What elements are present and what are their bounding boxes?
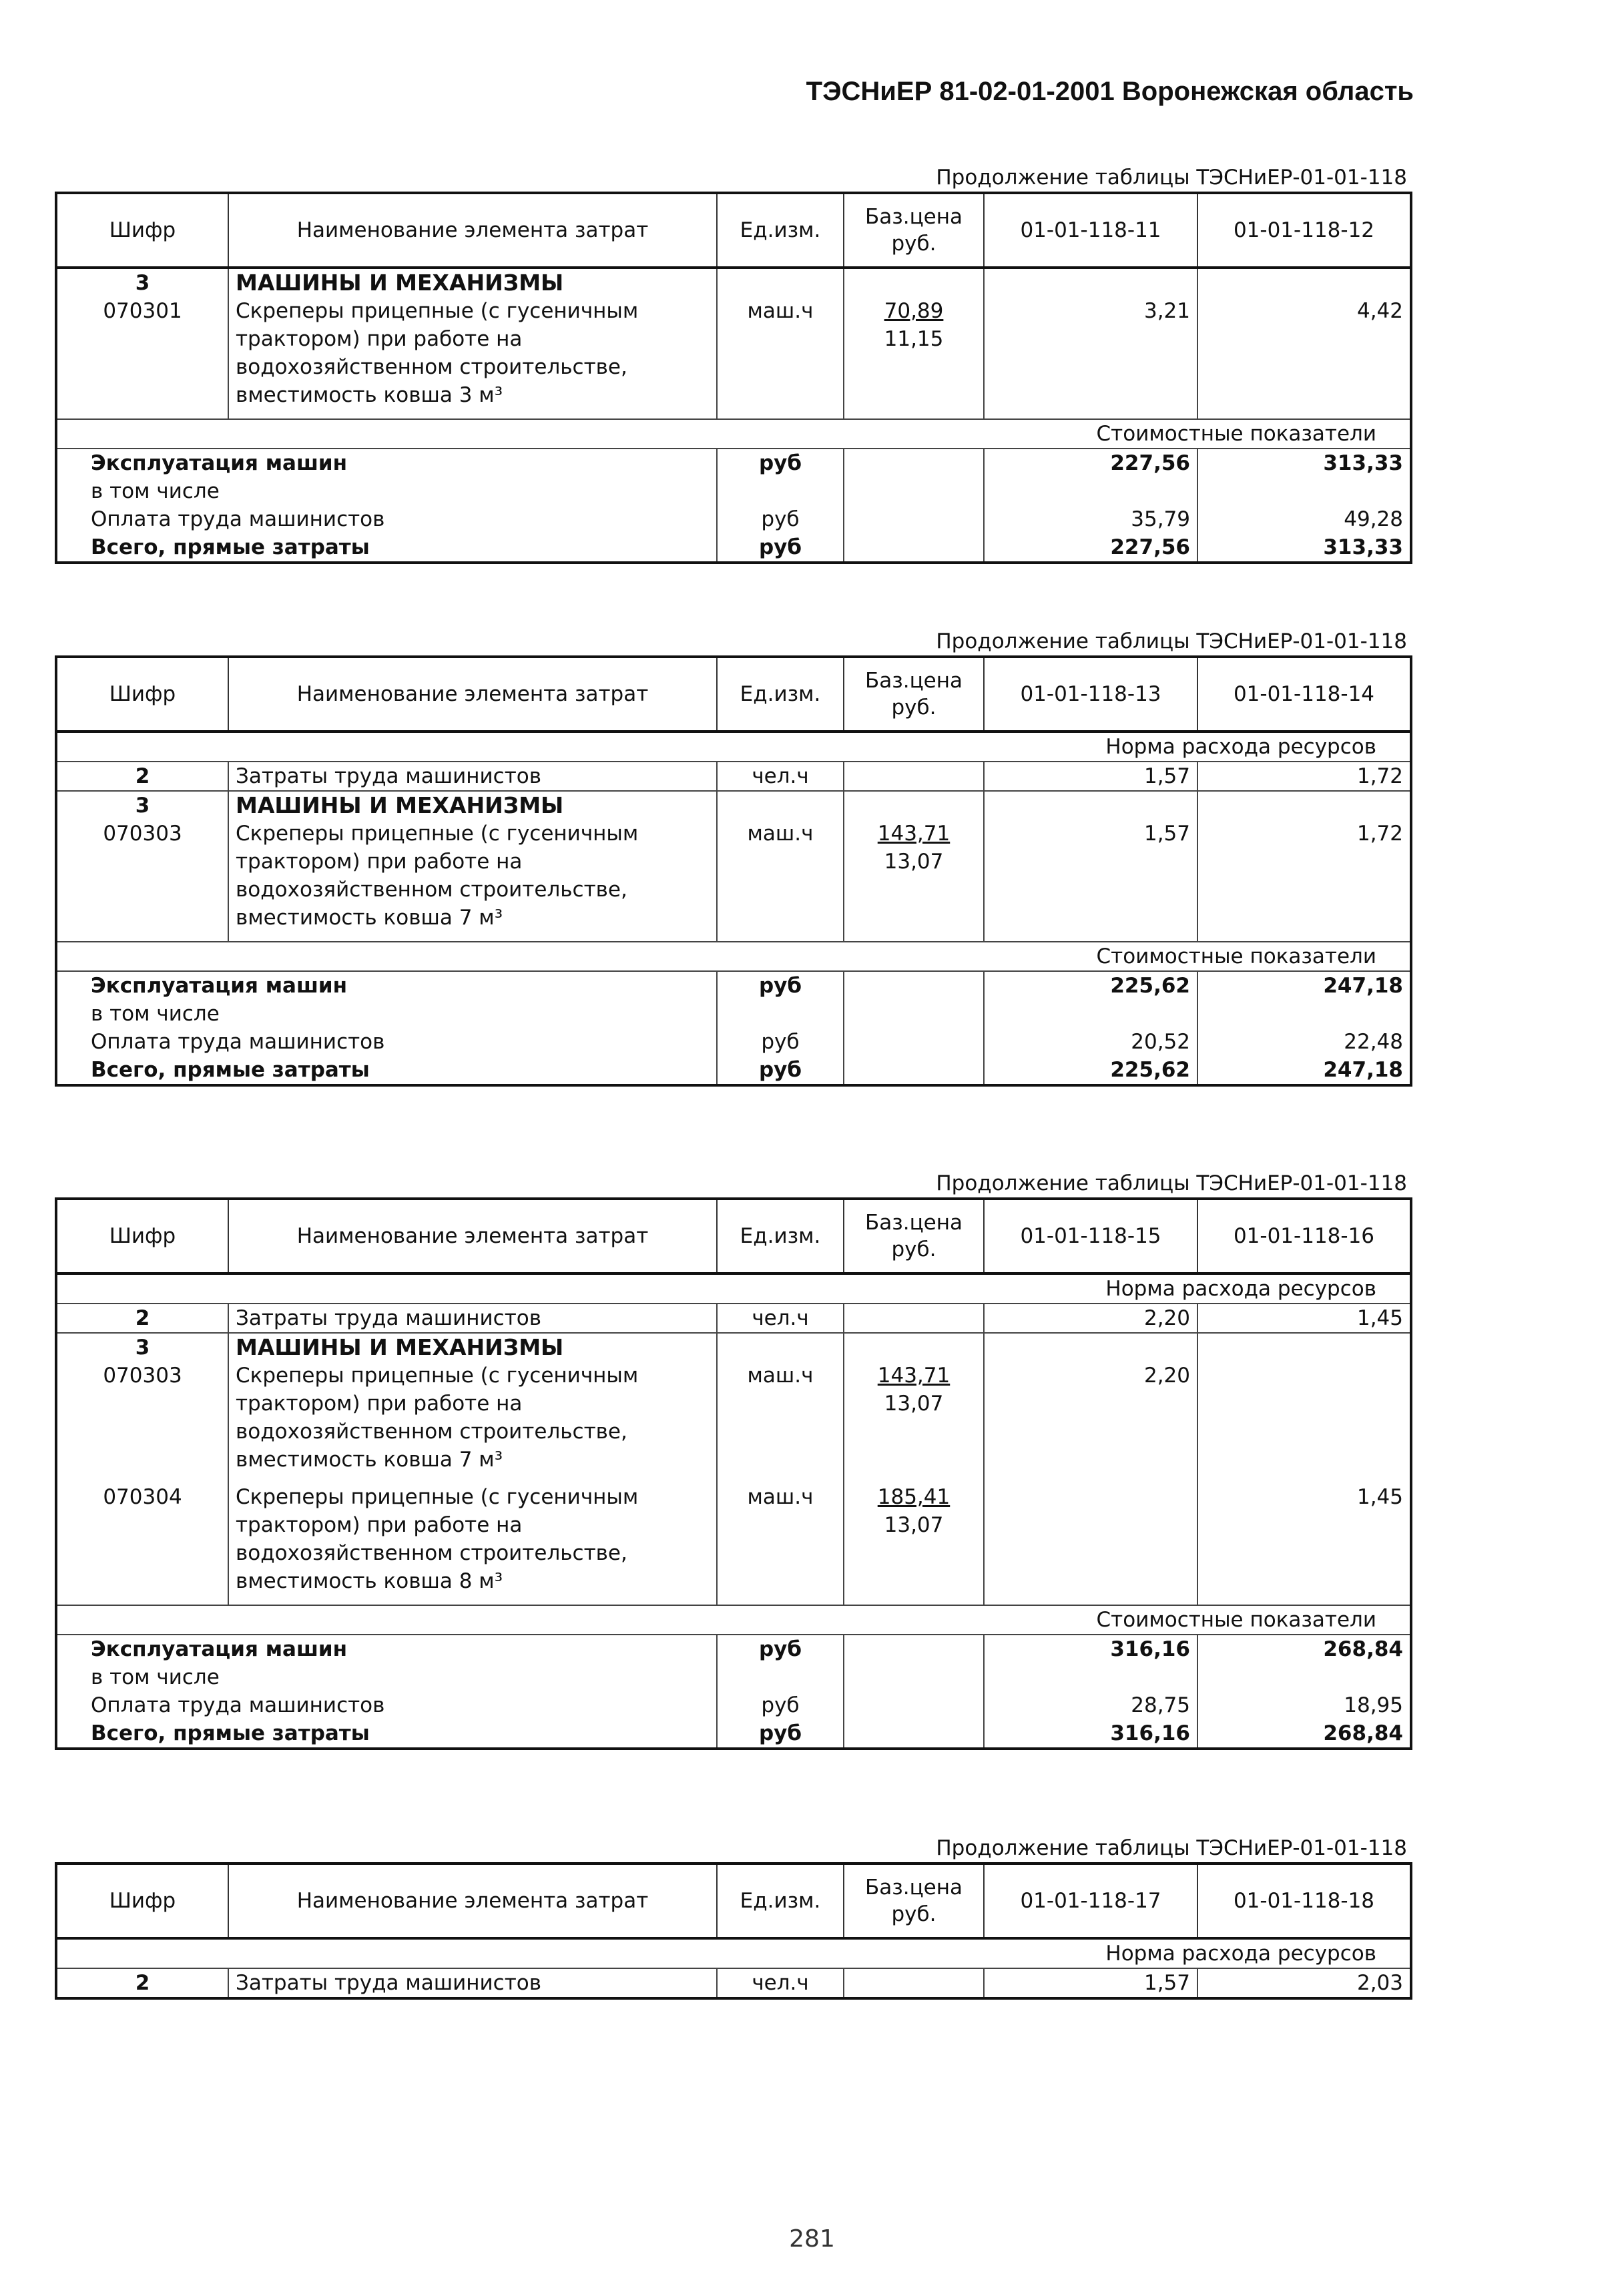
labor-value-a: 1,57 [984,1968,1197,1998]
labor-value-b: 2,03 [1356,1971,1403,1995]
resource-code: 070304 [56,1483,228,1605]
summary-unit: руб [717,505,844,533]
summary-row [56,505,1411,533]
summary-row [56,1691,1411,1719]
cost-band-row [56,1605,1411,1635]
summary-row [56,1000,1411,1028]
summary-row [56,1719,1411,1749]
summary-value-a: 225,62 [984,1056,1197,1085]
resource-table [55,1197,1412,1750]
summary-value-b: 313,33 [1323,535,1403,559]
table-block-3 [55,1169,1410,1750]
norm-band-row [56,1273,1411,1304]
header-col-a: 01-01-118-13 [984,657,1197,732]
labor-code: 2 [56,762,228,791]
summary-row [56,1635,1411,1663]
resource-name: Скреперы прицепные (с гусеничным трактором) при работе на водохозяйственном строительстве, вместимость ковша 7 м³ [228,820,717,942]
header-code: Шифр [56,1199,228,1273]
summary-label: Эксплуатация машин [56,1635,717,1663]
norm-band-row [56,732,1411,762]
labor-value-b: 1,45 [1356,1306,1403,1330]
norm-band: Норма расхода ресурсов [56,1273,1411,1304]
price-secondary: 13,07 [884,1513,944,1537]
resource-code: 070303 [56,1362,228,1483]
labor-value-b: 1,72 [1356,764,1403,788]
page-number: 281 [789,2225,835,2253]
price-value: 70,89 [884,299,944,323]
header-col-b: 01-01-118-14 [1197,657,1411,732]
summary-unit: руб [717,533,844,563]
resource-price [844,820,984,942]
resource-name: Скреперы прицепные (с гусеничным трактором) при работе на водохозяйственном строительстве, вместимость ковша 3 м³ [228,297,717,419]
price-secondary: 13,07 [884,850,944,874]
header-unit: Ед.изм. [717,1864,844,1938]
summary-value-b: 247,18 [1323,974,1403,998]
section-row [56,1333,1411,1362]
price-value: 143,71 [877,1364,951,1388]
summary-unit: руб [717,1691,844,1719]
price-secondary: 11,15 [884,327,944,351]
table-caption: Продолжение таблицы ТЭСНиЕР-01-01-118 [936,166,1407,190]
labor-unit: чел.ч [717,1968,844,1998]
table-caption: Продолжение таблицы ТЭСНиЕР-01-01-118 [936,629,1407,653]
summary-value-b: 268,84 [1323,1637,1403,1661]
summary-value-b: 313,33 [1323,451,1403,475]
summary-unit: руб [717,1056,844,1085]
value-a [984,1483,1197,1605]
value-b [1197,1362,1411,1483]
header-unit: Ед.изм. [717,193,844,268]
summary-label: в том числе [56,1000,717,1028]
table-row [56,1483,1411,1605]
header-row [56,657,1411,732]
section-title: МАШИНЫ И МЕХАНИЗМЫ [228,268,717,297]
price-secondary: 13,07 [884,1392,944,1416]
summary-row [56,449,1411,477]
section-code: 3 [56,791,228,820]
table-caption: Продолжение таблицы ТЭСНиЕР-01-01-118 [936,1836,1407,1860]
price-value: 185,41 [877,1485,951,1509]
summary-unit: руб [717,1719,844,1749]
norm-band-row [56,1938,1411,1968]
header-name: Наименование элемента затрат [228,193,717,268]
header-code: Шифр [56,657,228,732]
summary-value-a: 316,16 [984,1635,1197,1663]
resource-code: 070303 [56,820,228,942]
table-block-2 [55,627,1410,1087]
cost-band: Стоимостные показатели [56,419,1411,449]
summary-value-a: 227,56 [984,533,1197,563]
section-title: МАШИНЫ И МЕХАНИЗМЫ [228,791,717,820]
price-value: 143,71 [877,822,951,846]
summary-unit: руб [717,1635,844,1663]
header-unit: Ед.изм. [717,1199,844,1273]
summary-row [56,1056,1411,1085]
summary-value-a: 225,62 [984,971,1197,1000]
header-base-price: Баз.цена руб. [844,1864,984,1938]
summary-row [56,477,1411,505]
summary-label: Эксплуатация машин [56,971,717,1000]
resource-code: 070301 [56,297,228,419]
summary-value-b: 22,48 [1344,1030,1403,1054]
resource-unit: маш.ч [717,1483,844,1605]
summary-unit: руб [717,1028,844,1056]
document-header: ТЭСНиЕР 81-02-01-2001 Воронежская область [806,77,1414,106]
summary-row [56,1028,1411,1056]
value-b: 1,45 [1356,1485,1403,1509]
resource-name: Скреперы прицепные (с гусеничным трактором) при работе на водохозяйственном строительстве, вместимость ковша 7 м³ [228,1362,717,1483]
summary-label: в том числе [56,1663,717,1691]
summary-value-a: 35,79 [984,505,1197,533]
resource-table [55,655,1412,1087]
summary-row [56,971,1411,1000]
resource-unit: маш.ч [717,297,844,419]
header-row [56,1199,1411,1273]
section-code: 3 [56,268,228,297]
section-row [56,791,1411,820]
header-name: Наименование элемента затрат [228,1199,717,1273]
section-title: МАШИНЫ И МЕХАНИЗМЫ [228,1333,717,1362]
labor-row [56,762,1411,791]
labor-unit: чел.ч [717,1304,844,1333]
labor-value-a: 1,57 [984,762,1197,791]
header-row [56,193,1411,268]
summary-row [56,533,1411,563]
header-unit: Ед.изм. [717,657,844,732]
summary-label: Оплата труда машинистов [56,1028,717,1056]
header-base-price: Баз.цена руб. [844,1199,984,1273]
summary-label: Оплата труда машинистов [56,1691,717,1719]
value-b: 1,72 [1356,822,1403,846]
value-a: 3,21 [984,297,1197,419]
labor-name: Затраты труда машинистов [228,1304,717,1333]
cost-band: Стоимостные показатели [56,1605,1411,1635]
header-base-price: Баз.цена руб. [844,657,984,732]
cost-band-row [56,419,1411,449]
norm-band: Норма расхода ресурсов [56,732,1411,762]
header-name: Наименование элемента затрат [228,1864,717,1938]
header-col-b: 01-01-118-12 [1197,193,1411,268]
cost-band: Стоимостные показатели [56,942,1411,971]
resource-price [844,1362,984,1483]
header-base-price: Баз.цена руб. [844,193,984,268]
table-row [56,820,1411,942]
summary-value-a: 227,56 [984,449,1197,477]
summary-label: Всего, прямые затраты [56,533,717,563]
labor-code: 2 [56,1968,228,1998]
summary-label: Эксплуатация машин [56,449,717,477]
resource-table [55,192,1412,564]
resource-unit: маш.ч [717,820,844,942]
value-a: 2,20 [984,1362,1197,1483]
header-code: Шифр [56,1864,228,1938]
labor-row [56,1968,1411,1998]
section-row [56,268,1411,297]
header-col-a: 01-01-118-17 [984,1864,1197,1938]
resource-price [844,297,984,419]
summary-value-a: 316,16 [984,1719,1197,1749]
cost-band-row [56,942,1411,971]
labor-name: Затраты труда машинистов [228,1968,717,1998]
section-code: 3 [56,1333,228,1362]
header-name: Наименование элемента затрат [228,657,717,732]
summary-value-b: 18,95 [1344,1693,1403,1717]
summary-value-b: 247,18 [1323,1058,1403,1082]
table-row [56,1362,1411,1483]
labor-name: Затраты труда машинистов [228,762,717,791]
resource-price [844,1483,984,1605]
header-row [56,1864,1411,1938]
summary-value-b: 49,28 [1344,507,1403,531]
summary-label: Оплата труда машинистов [56,505,717,533]
labor-code: 2 [56,1304,228,1333]
value-a: 1,57 [984,820,1197,942]
table-block-4 [55,1834,1410,2000]
summary-value-b: 268,84 [1323,1721,1403,1745]
summary-label: в том числе [56,477,717,505]
resource-unit: маш.ч [717,1362,844,1483]
resource-table [55,1862,1412,2000]
table-row [56,297,1411,419]
norm-band: Норма расхода ресурсов [56,1938,1411,1968]
labor-unit: чел.ч [717,762,844,791]
table-caption: Продолжение таблицы ТЭСНиЕР-01-01-118 [936,1171,1407,1195]
header-col-b: 01-01-118-16 [1197,1199,1411,1273]
header-col-a: 01-01-118-11 [984,193,1197,268]
header-col-b: 01-01-118-18 [1197,1864,1411,1938]
summary-unit: руб [717,971,844,1000]
summary-value-a: 28,75 [984,1691,1197,1719]
header-code: Шифр [56,193,228,268]
summary-label: Всего, прямые затраты [56,1056,717,1085]
labor-value-a: 2,20 [984,1304,1197,1333]
resource-name: Скреперы прицепные (с гусеничным трактором) при работе на водохозяйственном строительстве, вместимость ковша 8 м³ [228,1483,717,1605]
value-b: 4,42 [1356,299,1403,323]
labor-row [56,1304,1411,1333]
header-col-a: 01-01-118-15 [984,1199,1197,1273]
summary-label: Всего, прямые затраты [56,1719,717,1749]
summary-unit: руб [717,449,844,477]
table-block-1 [55,164,1410,564]
summary-value-a: 20,52 [984,1028,1197,1056]
summary-row [56,1663,1411,1691]
